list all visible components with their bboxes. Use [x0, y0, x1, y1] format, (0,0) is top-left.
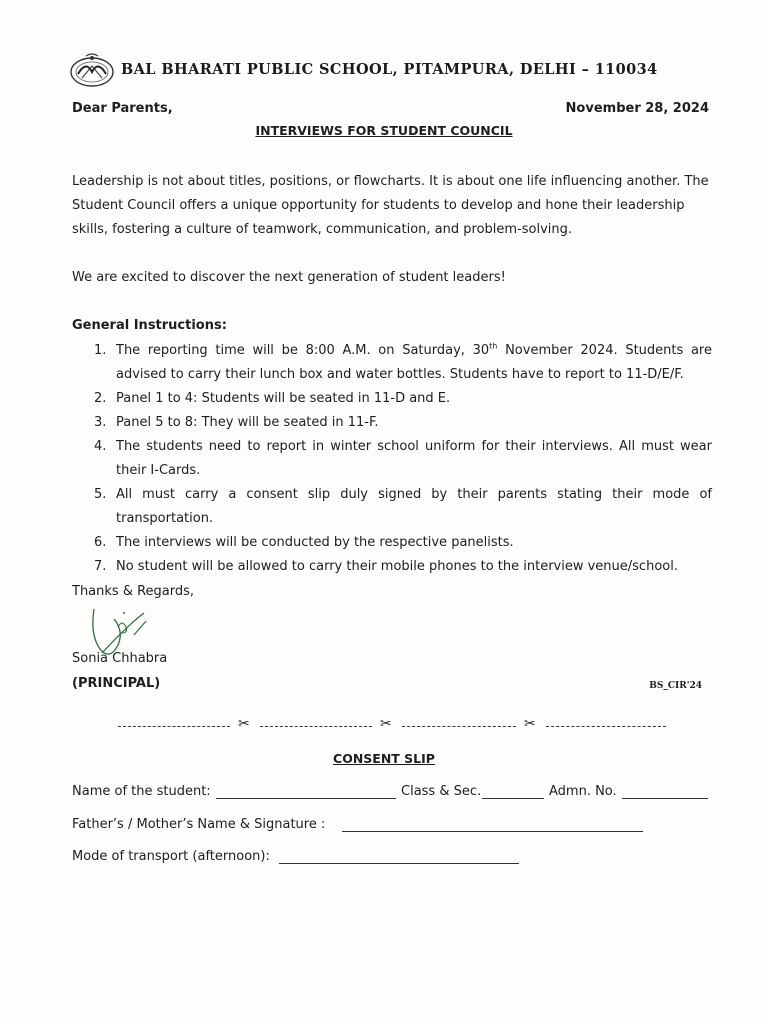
dashed-line: [118, 726, 230, 727]
instructions-title: General Instructions:: [72, 318, 227, 333]
list-item: [72, 531, 712, 555]
salutation: Dear Parents,: [72, 101, 173, 116]
item-number: 7.: [94, 559, 107, 574]
item-text: The reporting time will be 8:00 A.M. on Saturday, 30: [116, 343, 490, 358]
transport-field[interactable]: [279, 863, 519, 864]
parent-signature-label: Father’s / Mother’s Name & Signature :: [72, 817, 326, 832]
scissors-icon: ✂: [524, 716, 536, 732]
list-item: [72, 555, 712, 579]
excitement-paragraph: We are excited to discover the next generation of student leaders!: [72, 270, 506, 285]
dashed-line: [402, 726, 516, 727]
item-text: All must carry a consent slip duly signed by their parents stating their mode of transportation.: [116, 487, 712, 526]
item-text: The students need to report in winter school uniform for their interviews. All must wear their I-Cards.: [116, 439, 712, 478]
closing: Thanks & Regards,: [72, 584, 195, 599]
scissors-icon: ✂: [238, 716, 250, 732]
instructions-list: [72, 339, 712, 579]
dashed-line: [546, 726, 666, 727]
dashed-line: [260, 726, 372, 727]
parent-signature-field[interactable]: [342, 831, 643, 832]
item-text: The interviews will be conducted by the respective panelists.: [116, 535, 514, 550]
consent-slip-title: CONSENT SLIP: [333, 751, 435, 766]
item-text: Panel 1 to 4: Students will be seated in 11-D and E.: [116, 391, 451, 406]
letter-date: November 28, 2024: [565, 101, 709, 116]
ordinal-suffix: th: [489, 341, 498, 351]
circular-reference: BS_CIR'24: [649, 681, 702, 691]
item-number: 1.: [94, 343, 107, 358]
signer-name: Sonia Chhabra: [72, 651, 168, 666]
intro-paragraph: Leadership is not about titles, positions, or flowcharts. It is about one life influencing another. The Student Council offers a unique opportunity for students to develop and hone their leadership skills, fostering a culture of teamwork, communication, and problem-solving.: [72, 174, 709, 237]
signer-title: (PRINCIPAL): [72, 676, 161, 691]
scissors-icon: ✂: [380, 716, 392, 732]
class-sec-label: Class & Sec.: [401, 784, 482, 799]
admn-no-label: Admn. No.: [549, 784, 617, 799]
transport-label: Mode of transport (afternoon):: [72, 849, 270, 864]
class-sec-field[interactable]: [482, 798, 544, 799]
cut-line: [118, 714, 668, 734]
list-item: [72, 411, 712, 435]
item-text: Panel 5 to 8: They will be seated in 11-F.: [116, 415, 379, 430]
list-item: [72, 387, 712, 411]
item-text: No student will be allowed to carry their mobile phones to the interview venue/school.: [116, 559, 678, 574]
item-number: 2.: [94, 391, 107, 406]
item-number: 3.: [94, 415, 107, 430]
item-number: 6.: [94, 535, 107, 550]
school-crest-icon: [68, 50, 116, 90]
admn-no-field[interactable]: [622, 798, 708, 799]
item-number: 4.: [94, 439, 107, 454]
letter-heading: INTERVIEWS FOR STUDENT COUNCIL: [255, 123, 513, 138]
list-item: [72, 435, 712, 483]
school-name: BAL BHARATI PUBLIC SCHOOL, PITAMPURA, DELHI – 110034: [121, 61, 658, 78]
list-item: [72, 483, 712, 531]
list-item: [72, 339, 712, 387]
student-name-field[interactable]: [216, 798, 396, 799]
item-text-cont: November 2024. Students are advised to carry their lunch box and water bottles. Students have to report to 11-D/E/F.: [116, 343, 712, 382]
student-name-label: Name of the student:: [72, 784, 211, 799]
item-number: 5.: [94, 487, 107, 502]
